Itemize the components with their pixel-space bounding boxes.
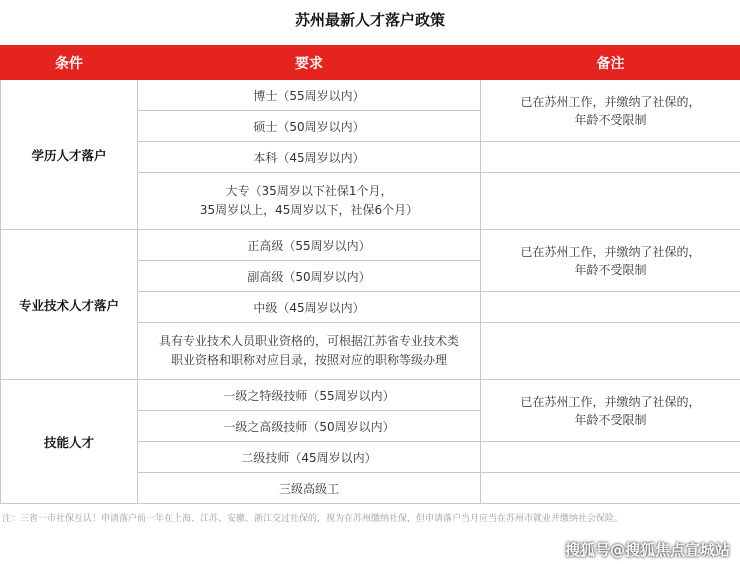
requirement-cell: 副高级（50周岁以内）	[138, 261, 481, 292]
requirement-cell: 本科（45周岁以内）	[138, 142, 481, 173]
empty-note-cell	[481, 442, 740, 473]
table-row	[1, 230, 740, 261]
requirement-cell: 博士（55周岁以内）	[138, 80, 481, 111]
empty-note-cell	[481, 323, 740, 380]
empty-note-cell	[481, 292, 740, 323]
requirement-cell: 二级技师（45周岁以内）	[138, 442, 481, 473]
watermark: 搜狐号@搜狐焦点宣城站	[564, 541, 730, 559]
page-title: 苏州最新人才落户政策	[294, 11, 445, 29]
note-cell	[481, 380, 740, 442]
table-header-row	[1, 46, 740, 80]
requirement-line: 具有专业技术人员职业资格的，可根据江苏省专业技术类	[158, 334, 459, 348]
category-skilled: 技能人才	[1, 380, 138, 504]
footnote: 注：三省一市社保互认！申请落户前一年在上海、江苏、安徽、浙江交过社保的，视为在苏州缴纳社保，但申请落户当月应当在苏州市就业并缴纳社会保险。	[2, 514, 624, 524]
empty-note-cell	[481, 473, 740, 504]
empty-note-cell	[481, 173, 740, 230]
requirement-cell: 正高级（55周岁以内）	[138, 230, 481, 261]
note-line: 已在苏州工作，并缴纳了社保的，	[520, 394, 701, 409]
header-requirement: 要求	[138, 46, 481, 80]
requirement-cell: 一级之高级技师（50周岁以内）	[138, 411, 481, 442]
requirement-cell: 三级高级工	[138, 473, 481, 504]
requirement-cell	[138, 173, 481, 230]
empty-note-cell	[481, 142, 740, 173]
note-line: 年龄不受限制	[574, 262, 647, 277]
category-education: 学历人才落户	[1, 80, 138, 230]
table-row	[1, 380, 740, 411]
requirement-line: 职业资格和职称对应目录，按照对应的职称等级办理	[170, 353, 447, 367]
table-row	[1, 80, 740, 111]
note-line: 已在苏州工作，并缴纳了社保的，	[520, 244, 701, 259]
requirement-cell: 硕士（50周岁以内）	[138, 111, 481, 142]
header-note: 备注	[481, 46, 740, 80]
note-line: 年龄不受限制	[574, 412, 647, 427]
note-line: 已在苏州工作，并缴纳了社保的，	[520, 94, 701, 109]
requirement-line: 35周岁以上，45周岁以下，社保6个月）	[199, 203, 419, 217]
requirement-cell	[138, 323, 481, 380]
header-condition: 条件	[1, 46, 138, 80]
note-cell	[481, 230, 740, 292]
policy-table	[0, 45, 740, 504]
requirement-cell: 中级（45周岁以内）	[138, 292, 481, 323]
category-professional: 专业技术人才落户	[1, 230, 138, 380]
requirement-cell: 一级之特级技师（55周岁以内）	[138, 380, 481, 411]
note-line: 年龄不受限制	[574, 112, 647, 127]
note-cell	[481, 80, 740, 142]
requirement-line: 大专（35周岁以下社保1个月，	[225, 184, 393, 198]
